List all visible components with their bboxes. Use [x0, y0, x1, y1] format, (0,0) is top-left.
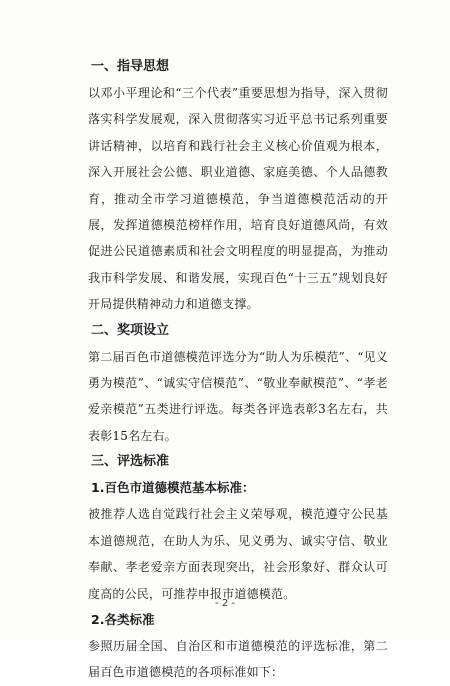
section-heading-criteria: 三、评选标准	[91, 454, 170, 470]
section-heading-awards: 二、奖项设立	[91, 322, 170, 338]
paragraph-category-criteria: 参照历届全国、自治区和市道德模范的评选标准，第二届百色市道德模范的各项标准如下：	[88, 638, 388, 680]
paragraph-basic-criteria: 被推荐人选自觉践行社会主义荣辱观，模范遵守公民基本道德规范，在助人为乐、见义勇为、诚实守信、敬业奉献、孝老爱亲方面表现突出，社会形象好、群众认可度高的公民，可推荐申报市道德模范。	[88, 507, 388, 601]
document-body	[88, 54, 388, 686]
page-number: - 2 -	[215, 598, 235, 609]
paragraph-guiding-thought: 以邓小平理论和“三个代表”重要思想为指导，深入贯彻落实科学发展观，深入贯彻落实习近平总书记系列重要讲话精神，以培育和践行社会主义核心价值观为根本，深入开展社会公德、职业道德、家庭美德、个人品德教育，推动全市学习道德模范，争当道德模范活动的开展，发挥道德模范榜样作用，培育良好道德风尚，有效促进公民道德素质和社会文明程度的明显提高，为推动我市科学发展、和谐发展，实现百色“十三五”规划良好开局提供精神动力和道德支撑。	[88, 86, 388, 312]
paragraph-awards: 第二届百色市道德模范评选分为“助人为乐模范”、“见义勇为模范”、“诚实守信模范”、“敬业奉献模范”、“孝老爱亲模范”五类进行评选。每类各评选表彰3名左右，共表彰15名左右。	[88, 349, 388, 443]
sub-heading-basic-criteria: 1.百色市道德模范基本标准：	[91, 480, 255, 496]
sub-heading-category-criteria: 2.各类标准	[91, 611, 155, 627]
section-heading-guiding-thought: 一、指导思想	[91, 59, 170, 74]
